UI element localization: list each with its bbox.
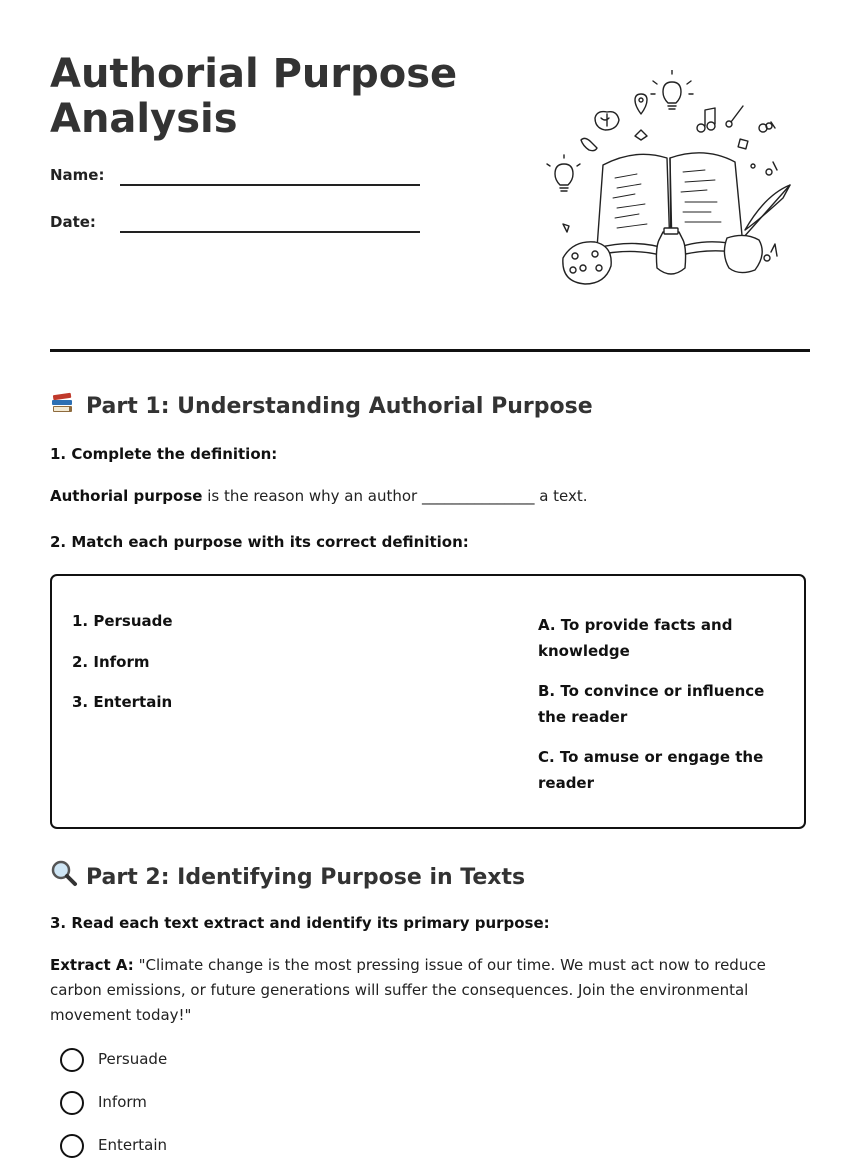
definition-item: A. To provide facts and knowledge: [538, 616, 733, 660]
name-field-row: [50, 166, 430, 196]
title-line-2: Analysis: [50, 96, 238, 142]
radio-button[interactable]: [60, 1091, 84, 1115]
extract-a-label: Extract A:: [50, 956, 134, 974]
title-line-1: Authorial Purpose: [50, 51, 458, 97]
extract-a-text: "Climate change is the most pressing issue of our time. We must act now to reduce carbon emissions, or future generations will suffer the consequences. Join the environmental movement today!": [50, 956, 766, 1024]
purpose-item: 3. Entertain: [72, 693, 173, 711]
books-icon: [50, 390, 78, 422]
date-input-line[interactable]: [120, 231, 420, 233]
purpose-list: [72, 612, 173, 734]
purpose-item: 1. Persuade: [72, 612, 173, 630]
option-label: Entertain: [98, 1136, 168, 1154]
open-book-illustration: [545, 70, 800, 290]
purpose-item: 2. Inform: [72, 652, 150, 671]
magnifying-glass-icon: [50, 859, 78, 893]
extract-a: [50, 953, 800, 1028]
name-input-line[interactable]: [120, 184, 420, 186]
radio-button[interactable]: [60, 1134, 84, 1158]
radio-button[interactable]: [60, 1048, 84, 1072]
question-1: 1. Complete the definition:: [50, 445, 278, 463]
question-2: 2. Match each purpose with its correct definition:: [50, 533, 469, 551]
part2-heading: [50, 859, 525, 893]
name-label: Name:: [50, 166, 105, 184]
definition-item: B. To convince or influence the reader: [538, 682, 765, 726]
part2-heading-text: Part 2: Identifying Purpose in Texts: [86, 865, 526, 890]
matching-box: [50, 574, 806, 829]
question-3: 3. Read each text extract and identify its primary purpose:: [50, 914, 550, 932]
definition-sentence: [50, 484, 800, 509]
header-divider: [50, 349, 810, 352]
definition-term: Authorial purpose: [50, 487, 203, 505]
part1-heading-text: Part 1: Understanding Authorial Purpose: [86, 394, 593, 419]
definition-list: [538, 612, 788, 810]
definition-item: C. To amuse or engage the reader: [538, 748, 764, 792]
date-field-row: [50, 213, 430, 243]
part1-heading: [50, 390, 593, 422]
worksheet-title: [50, 52, 470, 142]
option-label: Inform: [98, 1093, 147, 1111]
option-label: Persuade: [98, 1050, 168, 1068]
date-label: Date:: [50, 213, 96, 231]
definition-rest: is the reason why an author _______________ a text.: [202, 487, 588, 505]
